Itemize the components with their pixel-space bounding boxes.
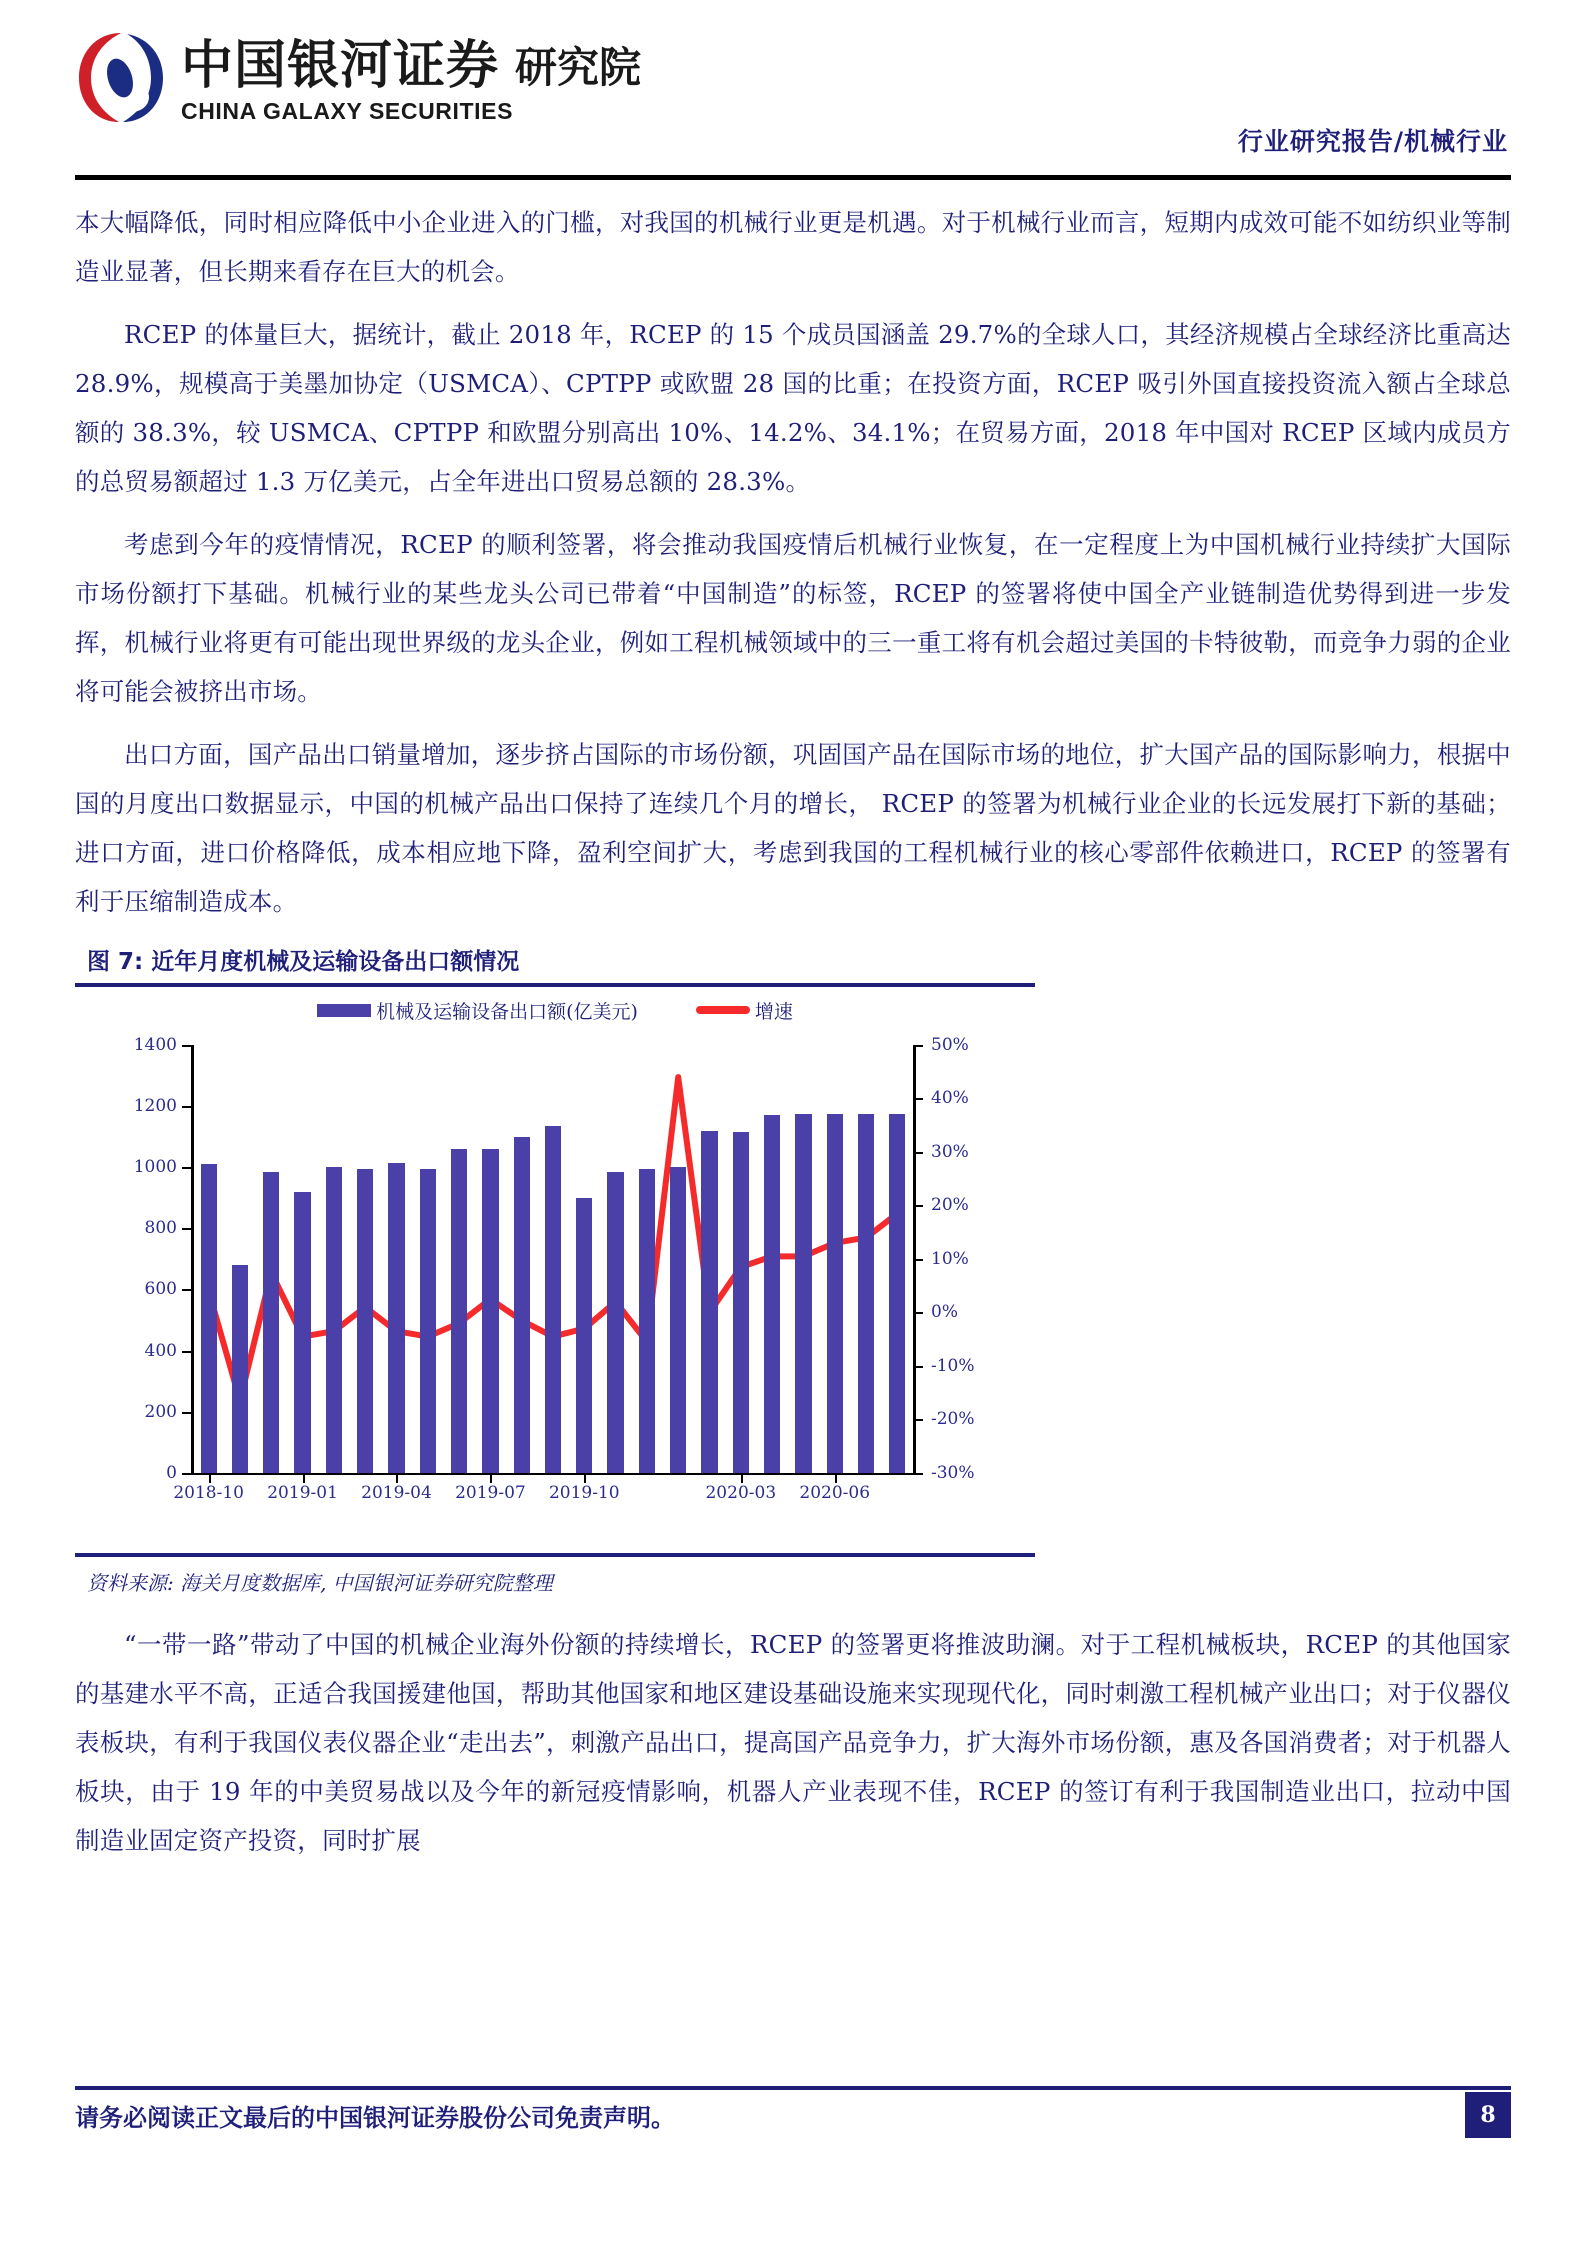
chart-legend — [75, 997, 1035, 1024]
x-tick — [209, 1474, 211, 1483]
chart-bar — [639, 1169, 655, 1473]
y-tick-label-left: 1000 — [133, 1157, 177, 1178]
y-tick-right — [914, 1205, 923, 1207]
y-tick-label-left: 1200 — [133, 1096, 177, 1117]
y-tick-label-right: -10% — [931, 1355, 975, 1376]
legend-label-line: 增速 — [754, 1000, 793, 1023]
y-tick-right — [914, 1045, 923, 1047]
y-tick-right — [914, 1098, 923, 1100]
chart-bar — [420, 1169, 436, 1473]
chart-bar — [858, 1114, 874, 1473]
legend-item-line — [696, 997, 793, 1024]
chart-bar — [388, 1163, 404, 1473]
chart-bar — [795, 1114, 811, 1473]
y-tick-left — [182, 1045, 191, 1047]
chart-bar — [545, 1126, 561, 1473]
y-tick-label-right: -20% — [931, 1409, 975, 1430]
x-tick-label: 2018-10 — [173, 1482, 244, 1503]
footer-divider — [75, 2086, 1511, 2090]
paragraph-import-export: 出口方面，国产品出口销量增加，逐步挤占国际的市场份额，巩固国产品在国际市场的地位，扩大国产品的国际影响力，根据中国的月度出口数据显示，中国的机械产品出口保持了连续几个月的增长， RCEP 的签署为机械行业企业的长远发展打下新的基础；进口方面，进口价格降低，成本相应地下降，盈利空间扩大，考虑到我国的工程机械行业的核心零部件依赖进口，RCEP 的签署有利于压缩制造成本。 — [75, 740, 1511, 916]
figure-bottom-rule — [75, 1553, 1035, 1557]
y-tick-left — [182, 1289, 191, 1291]
x-tick — [584, 1474, 586, 1483]
logo-company-name-en: CHINA GALAXY SECURITIES — [181, 98, 514, 124]
chart-canvas — [75, 991, 1035, 1551]
y-tick-right — [914, 1419, 923, 1421]
company-logo — [75, 30, 641, 125]
chart-bar — [827, 1114, 843, 1473]
x-tick — [741, 1474, 743, 1483]
paragraph-continuation: 本大幅降低，同时相应降低中小企业进入的门槛，对我国的机械行业更是机遇。对于机械行业而言，短期内成效可能不如纺织业等制造业显著，但长期来看存在巨大的机会。 — [75, 208, 1511, 286]
x-tick-label: 2019-04 — [361, 1482, 432, 1503]
paragraph-pandemic-impact: 考虑到今年的疫情情况，RCEP 的顺利签署，将会推动我国疫情后机械行业恢复，在一定程度上为中国机械行业持续扩大国际市场份额打下基础。机械行业的某些龙头公司已带着“中国制造”的标签，RCEP 的签署将使中国全产业链制造优势得到进一步发挥，机械行业将更有可能出现世界级的龙头企业，例如工程机械领域中的三一重工将有机会超过美国的卡特彼勒，而竞争力弱的企业将可能会被挤出市场。 — [75, 530, 1511, 706]
chart-bar — [263, 1172, 279, 1473]
document-content — [75, 198, 1511, 1879]
y-tick-label-right: -30% — [931, 1462, 975, 1483]
y-tick-label-left: 0 — [166, 1462, 177, 1483]
x-tick-label: 2019-10 — [548, 1482, 620, 1503]
x-tick-label: 2019-01 — [267, 1482, 338, 1503]
y-tick-label-left: 600 — [144, 1279, 177, 1300]
figure-7 — [75, 948, 1511, 1596]
figure-title: 图 7: 近年月度机械及运输设备出口额情况 — [87, 949, 520, 975]
y-tick-label-right: 30% — [931, 1141, 969, 1162]
chart-bar — [576, 1198, 592, 1473]
chart-bar — [201, 1164, 217, 1473]
chart-bar — [294, 1192, 310, 1473]
y-tick-label-left: 400 — [144, 1340, 177, 1361]
page-number-badge: 8 — [1465, 2092, 1511, 2138]
report-category-tag: 行业研究报告/机械行业 — [1237, 127, 1508, 156]
y-tick-label-left: 200 — [144, 1401, 177, 1422]
legend-item-bars — [317, 997, 638, 1024]
y-tick-label-right: 50% — [931, 1034, 969, 1055]
chart-bar — [701, 1131, 717, 1473]
chart-bar — [232, 1265, 248, 1473]
legend-bar-swatch-icon — [317, 1004, 371, 1017]
y-tick-right — [914, 1366, 923, 1368]
y-tick-label-right: 40% — [931, 1088, 969, 1109]
chart-bar — [733, 1132, 749, 1473]
y-tick-right — [914, 1259, 923, 1261]
legend-line-swatch-icon — [696, 1006, 750, 1014]
logo-company-name-cn: 中国银河证券 — [181, 35, 500, 96]
footer-disclaimer: 请务必阅读正文最后的中国银河证券股份公司免责声明。 — [75, 2103, 675, 2132]
x-tick-label: 2019-07 — [455, 1482, 526, 1503]
y-tick-left — [182, 1473, 191, 1475]
galaxy-swirl-logo-icon — [75, 30, 167, 125]
paragraph-belt-and-road: “一带一路”带动了中国的机械企业海外份额的持续增长，RCEP 的签署更将推波助澜。对于工程机械板块，RCEP 的其他国家的基建水平不高，正适合我国援建他国，帮助其他国家和地区建设基础设施来实现现代化，同时刺激工程机械产业出口；对于仪器仪表板块，有利于我国仪表仪器企业“走出去”，刺激产品出口，提高国产品竞争力，扩大海外市场份额，惠及各国消费者；对于机器人板块，由于 19 年的中美贸易战以及今年的新冠疫情影响，机器人产业表现不佳，RCEP 的签订有利于我国制造业出口，拉动中国制造业固定资产投资，同时扩展 — [75, 1629, 1511, 1855]
figure-top-rule — [75, 983, 1035, 987]
chart-bar — [482, 1149, 498, 1473]
paragraph-rcep-scale: RCEP 的体量巨大，据统计，截止 2018 年，RCEP 的 15 个成员国涵盖 29.7%的全球人口，其经济规模占全球经济比重高达 28.9%，规模高于美墨加协定（USMCA）、CPTPP 或欧盟 28 国的比重；在投资方面，RCEP 吸引外国直接投资流入额占全球总额的 38.3%，较 USMCA、CPTPP 和欧盟分别高出 10%、14.2%、34.1%；在贸易方面，2018 年中国对 RCEP 区域内成员方的总贸易额超过 1.3 万亿美元，占全年进出口贸易总额的 28.3%。 — [75, 320, 1511, 496]
y-tick-label-left: 1400 — [133, 1034, 177, 1055]
y-tick-left — [182, 1228, 191, 1230]
chart-bar — [451, 1149, 467, 1473]
chart-bar — [889, 1114, 905, 1473]
legend-label-bars: 机械及运输设备出口额(亿美元) — [376, 1000, 638, 1023]
header-divider — [75, 175, 1511, 180]
x-tick — [835, 1474, 837, 1483]
chart-bar — [607, 1172, 623, 1473]
x-tick-label: 2020-06 — [799, 1482, 871, 1503]
y-tick-right — [914, 1152, 923, 1154]
chart-plot-area — [133, 1034, 975, 1503]
chart-bar — [764, 1115, 780, 1473]
y-tick-right — [914, 1312, 923, 1314]
y-tick-label-right: 20% — [931, 1195, 969, 1216]
y-tick-left — [182, 1412, 191, 1414]
logo-institute-name-cn: 研究院 — [515, 43, 642, 92]
x-tick-label: 2020-03 — [705, 1482, 777, 1503]
y-tick-left — [182, 1167, 191, 1169]
chart-x-axis — [191, 1473, 915, 1476]
chart-bar — [514, 1137, 530, 1473]
x-tick — [303, 1474, 305, 1483]
chart-bar — [670, 1167, 686, 1473]
chart-bar — [357, 1169, 373, 1473]
y-tick-left — [182, 1351, 191, 1353]
y-tick-label-right: 10% — [931, 1248, 969, 1269]
y-tick-label-right: 0% — [931, 1302, 958, 1323]
page-header — [0, 0, 1586, 190]
x-tick — [490, 1474, 492, 1483]
y-tick-left — [182, 1106, 191, 1108]
y-tick-right — [914, 1473, 923, 1475]
chart-bar — [326, 1167, 342, 1473]
y-tick-label-left: 800 — [144, 1218, 177, 1239]
figure-source: 资料来源: 海关月度数据库, 中国银河证券研究院整理 — [87, 1570, 553, 1595]
x-tick — [396, 1474, 398, 1483]
